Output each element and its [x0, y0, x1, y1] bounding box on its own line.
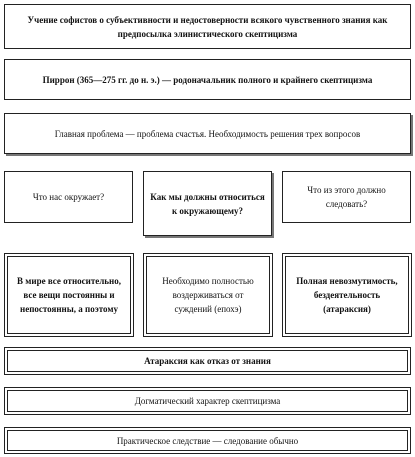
pyrrho-box: Пиррон (365—275 гг. до н. э.) — родоначальник полного и крайнего скептицизма: [4, 59, 411, 100]
answer-relativity-box: В мире все относительно, все вещи постоянны и непостоянны, а поэтому: [7, 256, 131, 334]
question-consequence-box: Что из этого должно следовать?: [282, 171, 411, 223]
practical-consequence-box: Практическое следствие — следование обычно: [7, 430, 408, 451]
question-surroundings-box: Что нас окружает?: [4, 171, 133, 223]
main-problem-box: Главная проблема — проблема счастья. Необходимость решения трех вопросов: [4, 113, 411, 154]
sophists-box: Учение софистов о субъективности и недостоверности всякого чувственного знания как предпосылка элинистического скептицизма: [4, 4, 411, 49]
dogmatic-character-box: Догматический характер скептицизма: [7, 390, 408, 412]
answer-ataraxia-box: Полная невозмутимость, бездеятельность (атараксия): [285, 256, 409, 334]
ataraxia-rejection-box: Атараксия как отказ от знания: [7, 350, 408, 372]
answer-epoche-box: Необходимо полностью воздерживаться от суждений (епохэ): [146, 256, 270, 334]
question-attitude-box: Как мы должны относиться к окружающему?: [143, 171, 272, 236]
